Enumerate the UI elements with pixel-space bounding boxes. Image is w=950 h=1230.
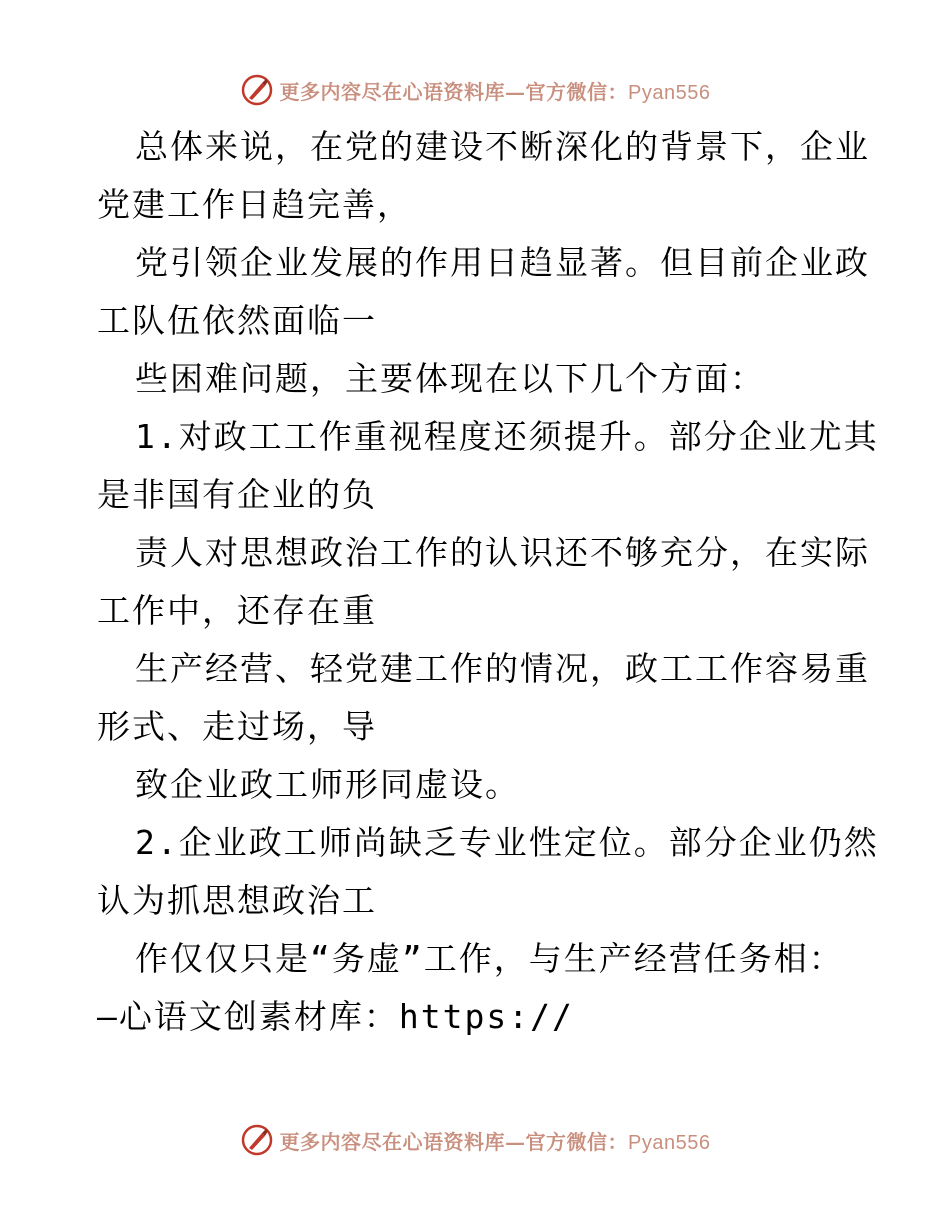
body-line: 生产经营、轻党建工作的情况，政工工作容易重 (135, 649, 870, 688)
body-line: 总体来说，在党的建设不断深化的背景下，企业 (135, 127, 870, 166)
body-line: 工作中，还存在重 (97, 591, 377, 630)
body-line: 作仅仅只是“务虚”工作，与生产经营任务相： (135, 939, 844, 978)
body-line: 致企业政工师形同虚设。 (135, 765, 520, 804)
body-line: 形式、走过场，导 (97, 707, 377, 746)
footer-watermark (0, 1122, 950, 1158)
body-line: 1.对政工工作重视程度还须提升。部分企业尤其 (135, 417, 879, 456)
body-line: 2.企业政工师尚缺乏专业性定位。部分企业仍然 (135, 823, 879, 862)
body-line: 党建工作日趋完善， (97, 185, 412, 224)
watermark-text: 更多内容尽在心语资料库—官方微信：Pyan556 (279, 1129, 711, 1154)
document-body (97, 118, 879, 1046)
watermark-text: 更多内容尽在心语资料库—官方微信：Pyan556 (279, 79, 711, 104)
body-line: 党引领企业发展的作用日趋显著。但目前企业政 (135, 243, 870, 282)
header-watermark (0, 72, 950, 108)
pen-seal-icon (240, 73, 274, 107)
body-line: 工队伍依然面临一 (97, 301, 377, 340)
body-line: 是非国有企业的负 (97, 475, 377, 514)
body-line: 责人对思想政治工作的认识还不够充分，在实际 (135, 533, 870, 572)
body-line: —心语文创素材库：https:// (97, 997, 574, 1036)
pen-seal-icon (240, 1123, 274, 1157)
body-line: 认为抓思想政治工 (97, 881, 377, 920)
body-line: 些困难问题，主要体现在以下几个方面： (135, 359, 765, 398)
